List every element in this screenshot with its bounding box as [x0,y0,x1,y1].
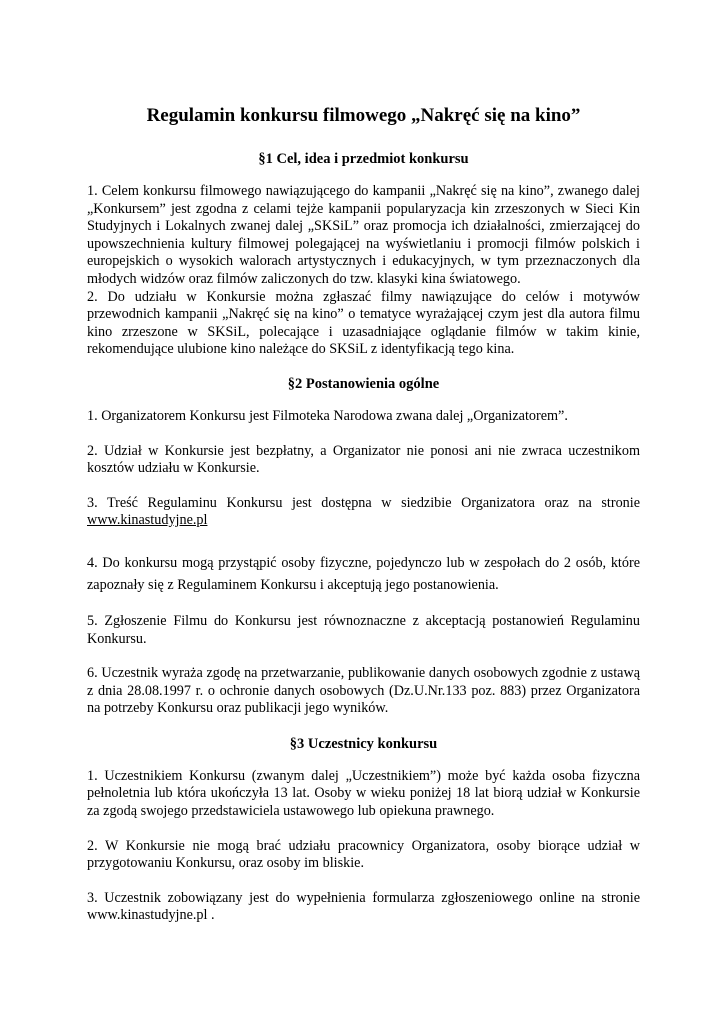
section-2-paragraph-5: 5. Zgłoszenie Filmu do Konkursu jest równoznaczne z akceptacją postanowień Regulaminu Konkursu. [87,612,640,647]
section-1-heading: §1 Cel, idea i przedmiot konkursu [258,151,469,167]
section-2-paragraph-3-text: 3. Treść Regulaminu Konkursu jest dostępna w siedzibie Organizatora oraz na stronie [87,494,640,511]
section-3-heading: §3 Uczestnicy konkursu [289,735,438,752]
section-1-paragraph-1: 1. Celem konkursu filmowego nawiązującego do kampanii „Nakręć się na kino”, zwanego dalej „Konkursem” jest zgodna z celami tejże kampanii popularyzacja kin zrzeszonych w Sieci Kin Studyjnych i Lokalnych zwanej dalej „SKSiL” oraz promocja ich działalności, zmierzającej do upowszechnienia kultury filmowej polegającej na wyświetlaniu i promocji filmów polskich i europejskich o wysokich walorach artystycznych i edukacyjnych, w tym przeznaczonych dla młodych widzów oraz filmów zaliczonych do tzw. klasyki kina światowego. [87,183,640,287]
section-1-paragraph-2: 2. Do udziału w Konkursie można zgłaszać filmy nawiązujące do celów i motywów przewodnich kampanii „Nakręć się na kino” o tematyce wyrażającej czym jest dla autora filmu kino zrzeszone w SKSiL, polecające i uzasadniające oglądanie filmów w takim kinie, rekomendujące ulubione kino należące do SKSiL z identyfikacją tego kina. [87,288,640,358]
section-2-paragraph-6: 6. Uczestnik wyraża zgodę na przetwarzanie, publikowanie danych osobowych zgodnie z ustawą z dnia 28.08.1997 r. o ochronie danych osobowych (Dz.U.Nr.133 poz. 883) przez Organizatora na potrzeby Konkursu oraz publikacji jego wyników. [87,665,640,717]
section-2-paragraph-4: 4. Do konkursu mogą przystąpić osoby fizyczne, pojedynczo lub w zespołach do 2 osób, które zapoznały się z Regulaminem Konkursu i akceptują jego postanowienia. [87,554,640,593]
kinastudyjne-link[interactable]: www.kinastudyjne.pl [87,512,208,529]
section-2-paragraph-3 [87,495,640,530]
section-3-paragraph-3: 3. Uczestnik zobowiązany jest do wypełnienia formularza zgłoszeniowego online na stronie www.kinastudyjne.pl . [87,889,640,924]
section-3-paragraph-1: 1. Uczestnikiem Konkursu (zwanym dalej „Uczestnikiem”) może być każda osoba fizyczna pełnoletnia lub która ukończyła 13 lat. Osoby w wieku poniżej 18 lat biorą udział w Konkursie za zgodą swojego przedstawiciela ustawowego lub opiekuna prawnego. [87,767,640,820]
section-3-paragraph-2: 2. W Konkursie nie mogą brać udziału pracownicy Organizatora, osoby biorące udział w przygotowaniu Konkursu, oraz osoby im bliskie. [87,837,640,872]
document-page [87,104,640,925]
section-2-paragraph-1: 1. Organizatorem Konkursu jest Filmoteka Narodowa zwana dalej „Organizatorem”. [87,407,568,424]
document-title: Regulamin konkursu filmowego „Nakręć się na kino” [146,105,581,126]
section-2-paragraph-2: 2. Udział w Konkursie jest bezpłatny, a Organizator nie ponosi ani nie zwraca uczestnikom kosztów udziału w Konkursie. [87,442,640,477]
section-2-heading: §2 Postanowienia ogólne [287,375,440,392]
